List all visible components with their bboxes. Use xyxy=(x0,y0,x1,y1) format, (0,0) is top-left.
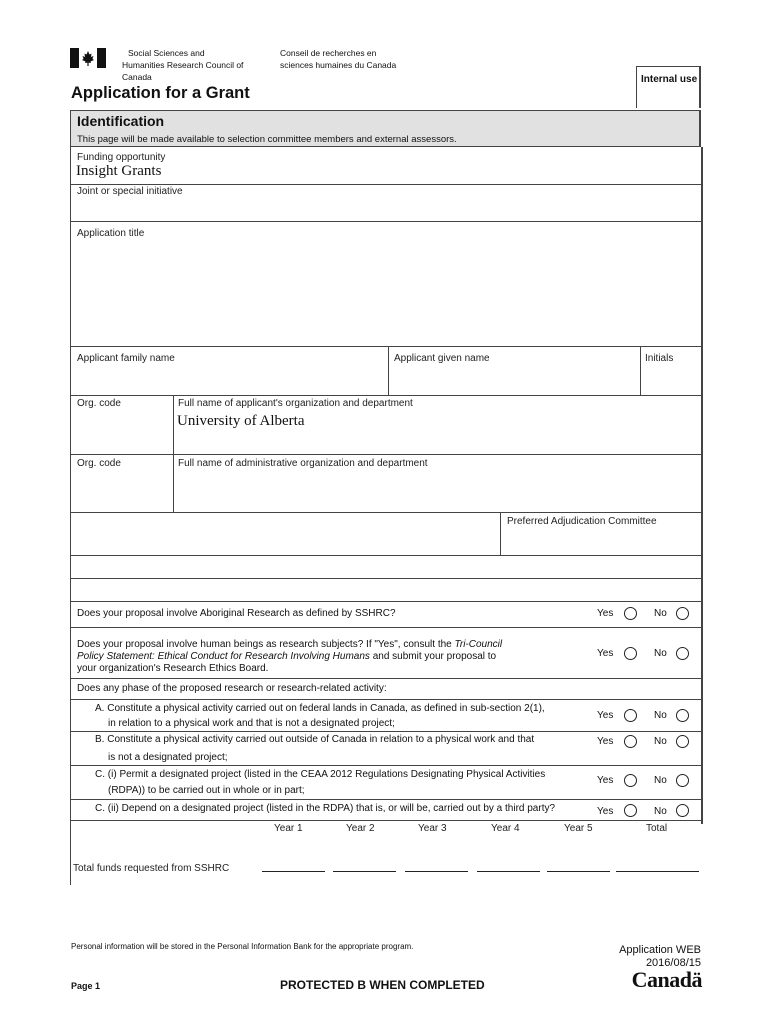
human-line-2: and submit your proposal to xyxy=(369,651,497,662)
year-5-amount-field[interactable] xyxy=(547,871,610,872)
b-yes-radio[interactable] xyxy=(624,735,637,748)
internal-use-label: Internal use xyxy=(641,74,698,85)
org-name-label-2: Full name of administrative organization and department xyxy=(178,458,428,469)
identification-note: This page will be made available to selection committee members and external assessors. xyxy=(77,134,457,145)
agency-fr-line-2: sciences humaines du Canada xyxy=(280,60,397,70)
no-label: No xyxy=(654,710,667,721)
year-1-header: Year 1 xyxy=(274,823,303,834)
yes-label: Yes xyxy=(597,775,614,786)
page-number: Page 1 xyxy=(71,981,101,991)
canada-flag-icon xyxy=(70,48,106,68)
no-label: No xyxy=(654,736,667,747)
no-label: No xyxy=(654,608,667,619)
year-4-header: Year 4 xyxy=(491,823,520,834)
org-name-value-1[interactable]: University of Alberta xyxy=(177,413,305,429)
org-name-label-1: Full name of applicant's organization and department xyxy=(178,398,413,409)
c2-no-radio[interactable] xyxy=(676,804,689,817)
internal-use-box xyxy=(636,66,701,108)
year-3-amount-field[interactable] xyxy=(405,871,468,872)
joint-initiative-field[interactable] xyxy=(72,198,700,220)
c2-yes-radio[interactable] xyxy=(624,804,637,817)
no-label: No xyxy=(654,648,667,659)
initials-label: Initials xyxy=(645,353,674,364)
no-label: No xyxy=(654,806,667,817)
no-label: No xyxy=(654,775,667,786)
application-title-label: Application title xyxy=(77,228,145,239)
question-b-line-2: is not a designated project; xyxy=(108,752,228,763)
question-c1-line-1: C. (i) Permit a designated project (listed in the CEAA 2012 Regulations Designating Physical Activities xyxy=(95,769,546,780)
protected-notice: PROTECTED B WHEN COMPLETED xyxy=(280,978,485,992)
c1-yes-radio[interactable] xyxy=(624,774,637,787)
question-aboriginal: Does your proposal involve Aboriginal Research as defined by SSHRC? xyxy=(77,608,396,619)
aboriginal-no-radio[interactable] xyxy=(676,607,689,620)
human-line-1: Does your proposal involve human beings as research subjects? If "Yes", consult the xyxy=(77,639,455,650)
family-name-label: Applicant family name xyxy=(77,353,175,364)
agency-name-french xyxy=(280,47,396,71)
agency-en-line-2: Humanities Research Council of xyxy=(122,60,244,70)
committee-label: Preferred Adjudication Committee xyxy=(507,516,657,527)
question-c1-line-2: (RDPA)) to be carried out in whole or in part; xyxy=(108,785,305,796)
question-a-line-2: in relation to a physical work and that is not a designated project; xyxy=(108,718,395,729)
identification-heading: Identification xyxy=(77,113,165,129)
form-title: Application for a Grant xyxy=(71,84,250,102)
question-a-line-1: A. Constitute a physical activity carried out on federal lands in Canada, as defined in sub-section 2(1), xyxy=(95,703,545,714)
b-no-radio[interactable] xyxy=(676,735,689,748)
c1-no-radio[interactable] xyxy=(676,774,689,787)
given-name-label: Applicant given name xyxy=(394,353,490,364)
year-2-header: Year 2 xyxy=(346,823,375,834)
question-c1 xyxy=(95,769,545,797)
a-no-radio[interactable] xyxy=(676,709,689,722)
application-title-field[interactable] xyxy=(72,242,700,344)
question-human-subjects xyxy=(77,639,502,675)
form-version-name: Application WEB xyxy=(619,944,701,956)
question-a xyxy=(95,703,545,730)
form-version-date: 2016/08/15 xyxy=(645,957,701,969)
yes-label: Yes xyxy=(597,608,614,619)
human-line-3: your organization's Research Ethics Board. xyxy=(77,663,269,674)
tri-council-italic: Tri-Council xyxy=(454,639,503,650)
agency-en-line-1: Social Sciences and xyxy=(128,48,205,58)
total-amount-field[interactable] xyxy=(616,871,699,872)
policy-statement-italic: Policy Statement: Ethical Conduct for Research Involving Humans xyxy=(77,651,370,662)
question-c2: C. (ii) Depend on a designated project (listed in the RDPA) that is, or will be, carried out by a third party? xyxy=(95,803,556,814)
aboriginal-yes-radio[interactable] xyxy=(624,607,637,620)
year-5-header: Year 5 xyxy=(564,823,593,834)
question-b xyxy=(95,734,534,764)
yes-label: Yes xyxy=(597,806,614,817)
agency-fr-line-1: Conseil de recherches en xyxy=(280,48,377,58)
question-b-line-1: B. Constitute a physical activity carried out outside of Canada in relation to a physical work and that xyxy=(95,734,535,745)
total-header: Total xyxy=(646,823,668,834)
a-yes-radio[interactable] xyxy=(624,709,637,722)
year-1-amount-field[interactable] xyxy=(262,871,325,872)
funding-opportunity-value[interactable]: Insight Grants xyxy=(76,163,162,179)
year-3-header: Year 3 xyxy=(418,823,447,834)
org-code-label-1: Org. code xyxy=(77,398,121,409)
year-2-amount-field[interactable] xyxy=(333,871,396,872)
privacy-note: Personal information will be stored in the Personal Information Bank for the appropriate program. xyxy=(71,942,414,951)
question-phase: Does any phase of the proposed research or research-related activity: xyxy=(77,683,387,694)
yes-label: Yes xyxy=(597,736,614,747)
canada-wordmark: Canadä xyxy=(631,967,702,992)
total-funds-label: Total funds requested from SSHRC xyxy=(73,863,230,874)
agency-name-english xyxy=(122,47,243,83)
year-4-amount-field[interactable] xyxy=(477,871,540,872)
yes-label: Yes xyxy=(597,648,614,659)
funding-opportunity-label: Funding opportunity xyxy=(77,152,166,163)
org-code-label-2: Org. code xyxy=(77,458,121,469)
agency-en-line-3: Canada xyxy=(122,72,152,82)
human-yes-radio[interactable] xyxy=(624,647,637,660)
yes-label: Yes xyxy=(597,710,614,721)
joint-initiative-label: Joint or special initiative xyxy=(77,186,183,197)
human-no-radio[interactable] xyxy=(676,647,689,660)
